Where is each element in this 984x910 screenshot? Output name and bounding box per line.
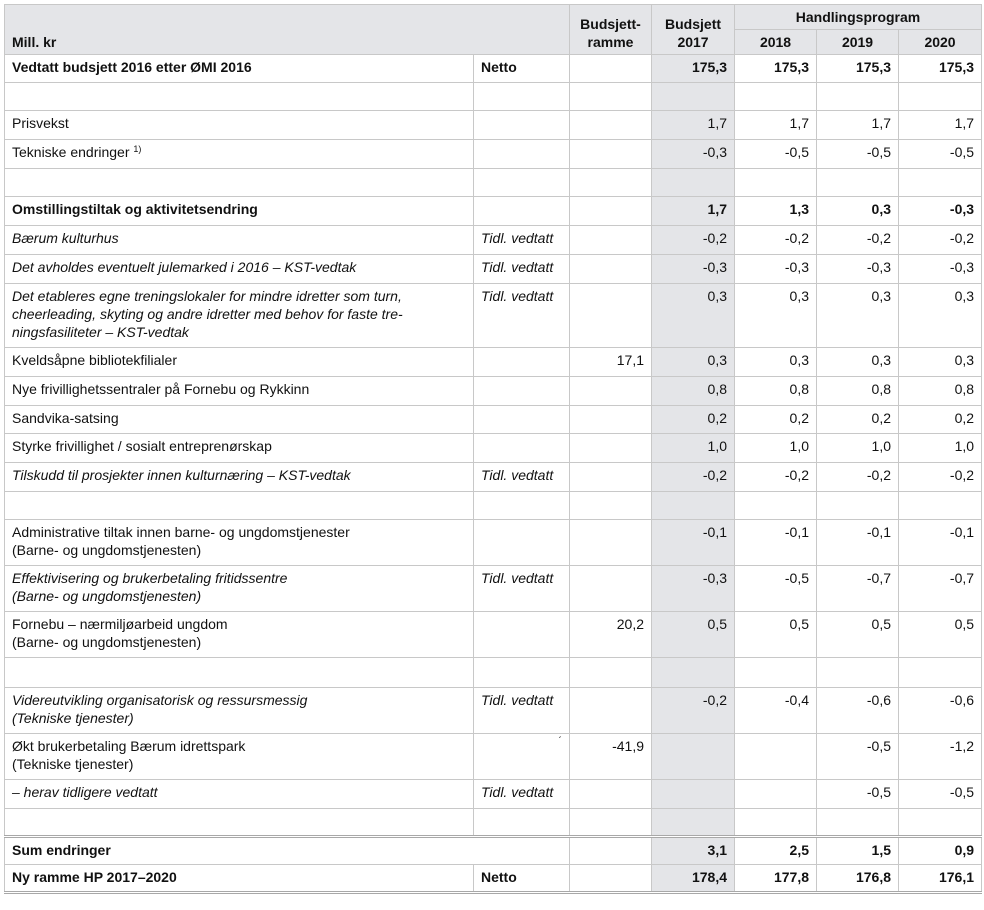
row-label: Kveldsåpne bibliotekfilialer: [5, 348, 474, 377]
row-tag: [474, 406, 570, 434]
value-2018-cell: 0,8: [735, 377, 817, 406]
budget-2017-cell: -0,1: [652, 520, 735, 566]
budget-frame-cell: [570, 377, 652, 406]
value-2019-cell: 0,3: [817, 197, 899, 226]
table-row: [5, 520, 982, 566]
row-label: [5, 492, 474, 520]
value-2018-cell: -0,4: [735, 688, 817, 734]
table-row: [5, 111, 982, 140]
budget-frame-cell: [570, 809, 652, 837]
value-2019-cell: [817, 809, 899, 837]
value-2019-cell: 176,8: [817, 865, 899, 893]
value-2020-cell: [899, 169, 982, 197]
table-row: [5, 255, 982, 284]
budget-2017-cell: 0,5: [652, 612, 735, 658]
budget-frame-cell: [570, 255, 652, 284]
table-row: [5, 83, 982, 111]
row-tag: Netto: [474, 55, 570, 83]
budget-frame-cell: [570, 520, 652, 566]
row-tag: [474, 734, 570, 780]
table-row: [5, 406, 982, 434]
budget-frame-cell: [570, 226, 652, 255]
row-label: Tilskudd til prosjekter innen kulturnæring – KST-vedtak: [5, 463, 474, 492]
row-label: Prisvekst: [5, 111, 474, 140]
row-tag: [474, 197, 570, 226]
budget-table-container: [4, 4, 981, 894]
row-label: Det avholdes eventuelt julemarked i 2016 – KST-vedtak: [5, 255, 474, 284]
row-tag: Tidl. vedtatt: [474, 688, 570, 734]
value-2018-cell: 1,0: [735, 434, 817, 463]
row-label: Vedtatt budsjett 2016 etter ØMI 2016: [5, 55, 474, 83]
value-2019-cell: [817, 658, 899, 688]
budget-frame-cell: [570, 406, 652, 434]
value-2020-cell: [899, 83, 982, 111]
value-2020-cell: 0,8: [899, 377, 982, 406]
budget-frame-cell: [570, 463, 652, 492]
unit-header: Mill. kr: [5, 5, 570, 55]
budget-2017-cell: [652, 734, 735, 780]
row-tag: Tidl. vedtatt: [474, 566, 570, 612]
value-2019-cell: 0,3: [817, 284, 899, 348]
value-2019-cell: 0,8: [817, 377, 899, 406]
budget-2017-cell: 1,7: [652, 111, 735, 140]
budget-frame-cell: [570, 492, 652, 520]
value-2018-cell: [735, 780, 817, 809]
table-row: [5, 284, 982, 348]
budget-2017-cell: -0,3: [652, 566, 735, 612]
budget-frame-cell: [570, 55, 652, 83]
value-2018-cell: [735, 658, 817, 688]
sum-label: Sum endringer: [5, 837, 570, 865]
value-2018-cell: 0,5: [735, 612, 817, 658]
budget-frame-cell: 17,1: [570, 348, 652, 377]
value-2020-cell: -0,1: [899, 520, 982, 566]
row-label: Fornebu – nærmiljøarbeid ungdom (Barne- og ungdomstjenesten): [5, 612, 474, 658]
row-label: Tekniske endringer $^{1)}$: [5, 140, 474, 169]
value-2018-cell: -0,1: [735, 520, 817, 566]
value-2018-cell: -0,2: [735, 463, 817, 492]
budget-2017-cell: -0,2: [652, 226, 735, 255]
value-2020-cell: 0,5: [899, 612, 982, 658]
value-2019-cell: -0,3: [817, 255, 899, 284]
budget-2017-cell: 1,0: [652, 434, 735, 463]
value-2020-cell: -0,3: [899, 197, 982, 226]
value-2018-cell: [735, 809, 817, 837]
table-row: [5, 55, 982, 83]
table-row: [5, 226, 982, 255]
budget-2017-cell: 178,4: [652, 865, 735, 893]
table-row: [5, 566, 982, 612]
table-body: [5, 55, 982, 893]
value-2020-cell: 176,1: [899, 865, 982, 893]
budget-2017-cell: 175,3: [652, 55, 735, 83]
budget-frame-cell: [570, 688, 652, 734]
row-label: Sandvika-satsing: [5, 406, 474, 434]
value-2019-cell: -0,5: [817, 140, 899, 169]
budget-frame-cell: [570, 284, 652, 348]
table-row: [5, 780, 982, 809]
sum-row: [5, 837, 982, 865]
table-row: [5, 348, 982, 377]
row-tag: Tidl. vedtatt: [474, 226, 570, 255]
budget-frame-cell: [570, 169, 652, 197]
year-header-2019: 2019: [817, 30, 899, 55]
year-header-2020: 2020: [899, 30, 982, 55]
value-2020-cell: 0,3: [899, 284, 982, 348]
footnote-marker: 1): [133, 144, 142, 154]
budget-frame-cell: [570, 197, 652, 226]
table-row: [5, 140, 982, 169]
value-2020-cell: -0,2: [899, 463, 982, 492]
budget-frame-cell: 20,2: [570, 612, 652, 658]
budget-2017-cell: 0,3: [652, 348, 735, 377]
value-2018-cell: 2,5: [735, 837, 817, 865]
row-tag: [474, 348, 570, 377]
value-2020-cell: 1,7: [899, 111, 982, 140]
row-tag: [474, 140, 570, 169]
budget-2017-cell: 3,1: [652, 837, 735, 865]
row-tag: [474, 520, 570, 566]
row-tag: [474, 434, 570, 463]
value-2020-cell: 0,2: [899, 406, 982, 434]
value-2018-cell: 177,8: [735, 865, 817, 893]
value-2019-cell: -0,5: [817, 780, 899, 809]
row-label: [5, 169, 474, 197]
action-program-header: Handlingsprogram: [735, 5, 982, 30]
row-label: Styrke frivillighet / sosialt entreprenørskap: [5, 434, 474, 463]
row-tag: [474, 658, 570, 688]
budget-2017-cell: 0,8: [652, 377, 735, 406]
row-label: Omstillingstiltak og aktivitetsendring: [5, 197, 474, 226]
value-2019-cell: [817, 492, 899, 520]
row-label: Effektivisering og brukerbetaling fritidssentre (Barne- og ungdomstjenesten): [5, 566, 474, 612]
value-2018-cell: 1,3: [735, 197, 817, 226]
row-label: Bærum kulturhus: [5, 226, 474, 255]
row-tag: Tidl. vedtatt: [474, 780, 570, 809]
row-tag: Tidl. vedtatt: [474, 255, 570, 284]
value-2018-cell: [735, 169, 817, 197]
value-2019-cell: -0,2: [817, 463, 899, 492]
budget-2017-cell: 0,2: [652, 406, 735, 434]
table-row: [5, 688, 982, 734]
value-2020-cell: -0,5: [899, 140, 982, 169]
row-label: [5, 658, 474, 688]
budget-frame-header: Budsjett- ramme: [570, 5, 652, 55]
table-row: [5, 463, 982, 492]
value-2019-cell: 0,5: [817, 612, 899, 658]
row-label: – herav tidligere vedtatt: [5, 780, 474, 809]
budget-2017-cell: -0,2: [652, 463, 735, 492]
value-2018-cell: 0,2: [735, 406, 817, 434]
budget-frame-cell: [570, 111, 652, 140]
budget-frame-cell: -41,9: [570, 734, 652, 780]
value-2019-cell: -0,7: [817, 566, 899, 612]
table-row: [5, 612, 982, 658]
year-header-2018: 2018: [735, 30, 817, 55]
budget-frame-cell: [570, 865, 652, 893]
value-2019-cell: -0,6: [817, 688, 899, 734]
row-tag: [474, 169, 570, 197]
value-2020-cell: [899, 809, 982, 837]
budget-2017-cell: [652, 83, 735, 111]
value-2019-cell: -0,1: [817, 520, 899, 566]
value-2018-cell: -0,5: [735, 140, 817, 169]
final-row: [5, 865, 982, 893]
budget-2017-cell: -0,2: [652, 688, 735, 734]
table-row: [5, 377, 982, 406]
value-2018-cell: 175,3: [735, 55, 817, 83]
row-label: Økt brukerbetaling Bærum idrettspark (Tekniske tjenester): [5, 734, 474, 780]
value-2019-cell: -0,2: [817, 226, 899, 255]
value-2019-cell: 0,3: [817, 348, 899, 377]
budget-frame-cell: [570, 434, 652, 463]
budget-2017-cell: [652, 658, 735, 688]
row-label: [5, 83, 474, 111]
budget-2017-cell: 1,7: [652, 197, 735, 226]
value-2019-cell: 1,7: [817, 111, 899, 140]
final-label: Ny ramme HP 2017–2020: [5, 865, 474, 893]
value-2019-cell: [817, 169, 899, 197]
value-2020-cell: -1,2: [899, 734, 982, 780]
table-row: [5, 169, 982, 197]
value-2020-cell: -0,6: [899, 688, 982, 734]
value-2018-cell: 0,3: [735, 284, 817, 348]
value-2020-cell: 1,0: [899, 434, 982, 463]
table-row: [5, 492, 982, 520]
value-2018-cell: -0,3: [735, 255, 817, 284]
value-2020-cell: 0,3: [899, 348, 982, 377]
row-label: Det etableres egne treningslokaler for mindre idretter som turn, cheerleading, skyting og andre idretter med behov for faste tre-ningsfasiliteter – KST-vedtak: [5, 284, 474, 348]
budget-2017-cell: [652, 169, 735, 197]
value-2019-cell: 175,3: [817, 55, 899, 83]
value-2020-cell: -0,7: [899, 566, 982, 612]
budget-year-header: Budsjett 2017: [652, 5, 735, 55]
value-2020-cell: [899, 492, 982, 520]
table-row: [5, 658, 982, 688]
value-2020-cell: -0,3: [899, 255, 982, 284]
budget-2017-cell: [652, 492, 735, 520]
value-2020-cell: [899, 658, 982, 688]
budget-2017-cell: -0,3: [652, 140, 735, 169]
table-row: [5, 734, 982, 780]
budget-frame-cell: [570, 566, 652, 612]
row-tag: [474, 809, 570, 837]
value-2020-cell: -0,5: [899, 780, 982, 809]
row-tag: [474, 111, 570, 140]
row-label: Videreutvikling organisatorisk og ressursmessig (Tekniske tjenester): [5, 688, 474, 734]
row-tag: [474, 492, 570, 520]
value-2019-cell: [817, 83, 899, 111]
value-2020-cell: 175,3: [899, 55, 982, 83]
budget-2017-cell: [652, 780, 735, 809]
budget-2017-cell: 0,3: [652, 284, 735, 348]
budget-table: [4, 4, 982, 894]
row-label: [5, 809, 474, 837]
table-row: [5, 434, 982, 463]
table-header: [5, 5, 982, 55]
value-2018-cell: [735, 734, 817, 780]
value-2018-cell: [735, 492, 817, 520]
row-tag: Tidl. vedtatt: [474, 463, 570, 492]
row-tag: [474, 612, 570, 658]
table-row: [5, 197, 982, 226]
value-2020-cell: 0,9: [899, 837, 982, 865]
value-2018-cell: [735, 83, 817, 111]
tick-mark: ´: [558, 736, 563, 747]
budget-frame-cell: [570, 83, 652, 111]
value-2020-cell: -0,2: [899, 226, 982, 255]
budget-2017-cell: [652, 809, 735, 837]
budget-frame-cell: [570, 140, 652, 169]
budget-frame-cell: [570, 658, 652, 688]
value-2018-cell: 1,7: [735, 111, 817, 140]
value-2019-cell: 1,0: [817, 434, 899, 463]
row-tag: [474, 377, 570, 406]
row-label: Administrative tiltak innen barne- og ungdomstjenester (Barne- og ungdomstjenesten): [5, 520, 474, 566]
value-2018-cell: -0,5: [735, 566, 817, 612]
budget-frame-cell: [570, 837, 652, 865]
value-2018-cell: 0,3: [735, 348, 817, 377]
final-tag: Netto: [474, 865, 570, 893]
value-2018-cell: -0,2: [735, 226, 817, 255]
value-2019-cell: 0,2: [817, 406, 899, 434]
row-tag: [474, 83, 570, 111]
row-label: Nye frivillighetssentraler på Fornebu og Rykkinn: [5, 377, 474, 406]
budget-frame-cell: [570, 780, 652, 809]
row-tag: Tidl. vedtatt: [474, 284, 570, 348]
value-2019-cell: 1,5: [817, 837, 899, 865]
table-row: [5, 809, 982, 837]
budget-2017-cell: -0,3: [652, 255, 735, 284]
value-2019-cell: -0,5: [817, 734, 899, 780]
